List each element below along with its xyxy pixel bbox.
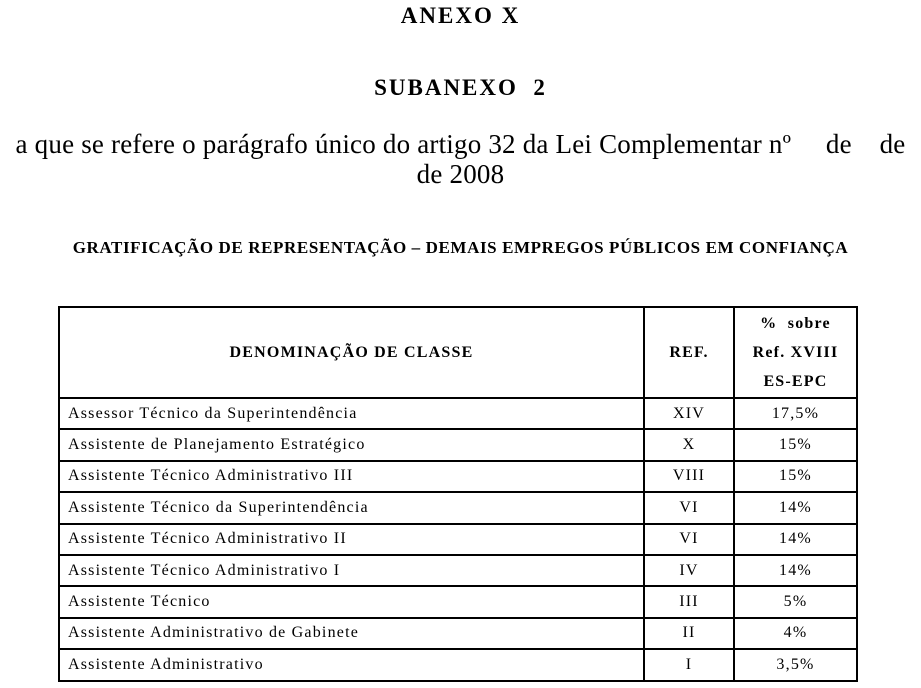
section-heading: GRATIFICAÇÃO DE REPRESENTAÇÃO – DEMAIS EMPREGOS PÚBLICOS EM CONFIANÇA: [72, 238, 849, 257]
reference-line-1: a que se refere o parágrafo único do artigo 32 da Lei Complementar nº de de: [15, 129, 906, 159]
class-name: Assistente Técnico Administrativo I: [59, 555, 644, 586]
class-name: Assistente Técnico da Superintendência: [59, 492, 644, 523]
class-name: Assessor Técnico da Superintendência: [59, 398, 644, 429]
class-name: Assistente Administrativo de Gabinete: [59, 618, 644, 649]
class-ref: VIII: [644, 461, 734, 492]
table-row: [59, 586, 857, 617]
class-ref: III: [644, 586, 734, 617]
table-row: [59, 649, 857, 680]
class-ref: XIV: [644, 398, 734, 429]
class-pct: 3,5%: [734, 649, 857, 680]
reference-line-2: de 2008: [416, 159, 505, 189]
annex-title: ANEXO X: [400, 3, 521, 28]
table-row: [59, 524, 857, 555]
class-ref: VI: [644, 524, 734, 555]
class-pct: 15%: [734, 429, 857, 460]
class-ref: IV: [644, 555, 734, 586]
class-ref: I: [644, 649, 734, 680]
header-percent-line-3: ES-EPC: [763, 373, 828, 390]
gratification-table: [58, 306, 858, 682]
table-row: [59, 555, 857, 586]
class-ref: X: [644, 429, 734, 460]
header-percent-line-1: % sobre: [760, 315, 831, 332]
table-row: [59, 398, 857, 429]
class-name: Assistente Administrativo: [59, 649, 644, 680]
class-name: Assistente de Planejamento Estratégico: [59, 429, 644, 460]
class-pct: 5%: [734, 586, 857, 617]
table-row: [59, 492, 857, 523]
class-pct: 17,5%: [734, 398, 857, 429]
header-percent-line-2: Ref. XVIII: [752, 344, 839, 361]
class-pct: 14%: [734, 524, 857, 555]
class-name: Assistente Técnico: [59, 586, 644, 617]
table-row: [59, 429, 857, 460]
header-ref: REF.: [644, 307, 734, 398]
class-ref: II: [644, 618, 734, 649]
table-row: [59, 618, 857, 649]
header-percent-sobre: [734, 307, 857, 398]
class-pct: 14%: [734, 492, 857, 523]
table-header-row: [59, 307, 857, 398]
reference-paragraph: [0, 129, 921, 189]
class-name: Assistente Técnico Administrativo II: [59, 524, 644, 555]
class-ref: VI: [644, 492, 734, 523]
class-pct: 14%: [734, 555, 857, 586]
class-name: Assistente Técnico Administrativo III: [59, 461, 644, 492]
subannex-title: SUBANEXO 2: [374, 75, 547, 100]
class-pct: 4%: [734, 618, 857, 649]
class-pct: 15%: [734, 461, 857, 492]
header-denominacao-de-classe: DENOMINAÇÃO DE CLASSE: [59, 307, 644, 398]
table-row: [59, 461, 857, 492]
